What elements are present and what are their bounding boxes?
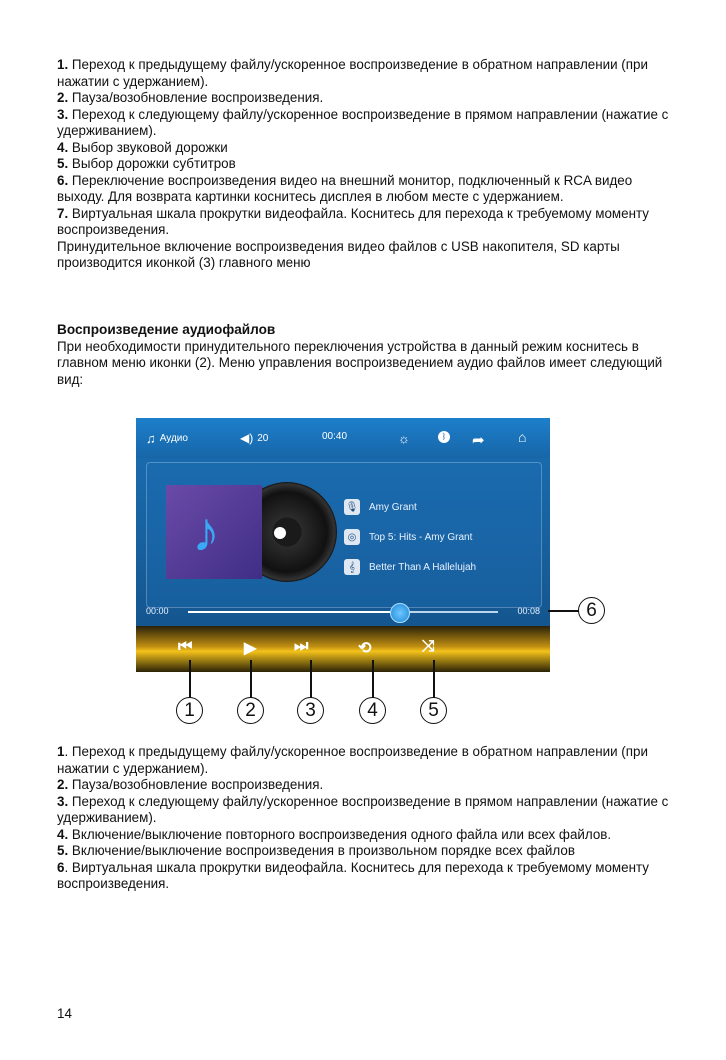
disc-icon: ◎ [344,529,360,545]
callout-line [433,660,435,698]
progress-knob[interactable] [390,603,410,623]
list-item: 2. Пауза/возобновление воспроизведения. [57,90,324,105]
status-bar [136,418,550,458]
album-cover [166,485,262,579]
disc-spindle [274,527,286,539]
now-playing-panel [146,462,542,608]
mode-label: Аудио [159,433,188,444]
album-name: Top 5: Hits - Amy Grant [369,531,473,543]
previous-icon[interactable]: ⏮ [178,638,193,655]
list-item: 3. Переход к следующему файлу/ускоренное воспроизведение в прямом направлении (нажатие с удерживанием). [57,106,669,138]
play-icon[interactable]: ▶ [244,640,257,657]
music-note-icon: 𝄞 [344,559,360,575]
list-item: Принудительное включение воспроизведения видео файлов с USB накопителя, SD карты производится иконкой (3) главного меню [57,238,620,270]
microphone-icon: 🎙 [344,499,360,515]
back-icon[interactable]: ➦ [472,432,485,449]
track-title [344,559,476,575]
bottom-instruction-list [57,744,677,893]
audio-player-screenshot [136,418,550,672]
playback-controls [136,626,550,672]
callout-line [189,660,191,698]
brightness-icon[interactable]: ☼ [398,431,410,446]
track-album [344,529,472,545]
list-item: 1. Переход к предыдущему файлу/ускоренное воспроизведение в обратном направлении (при нажатии с удержанием). [57,744,648,776]
volume-value: 20 [257,432,269,444]
callout-line [372,660,374,698]
audio-section [57,322,677,388]
clock: 00:40 [322,431,348,442]
music-note-icon: ♪ [192,500,220,563]
time-end: 00:08 [517,606,540,616]
list-item: 1. Переход к предыдущему файлу/ускоренное воспроизведение в обратном направлении (при нажатии с удержанием). [57,57,648,89]
bluetooth-icon[interactable]: ᛒ [438,431,450,443]
list-item: 7. Виртуальная шкала прокрутки видеофайла. Коснитесь для перехода к требуемому моменту воспроизведения. [57,205,649,237]
list-item: 4. Включение/выключение повторного воспроизведения одного файла или всех файлов. [57,826,612,842]
time-start: 00:00 [146,606,169,616]
mode-indicator [146,431,188,446]
callout-6: 6 [578,597,605,624]
home-icon[interactable]: ⌂ [518,429,527,445]
callout-3: 3 [297,697,324,724]
list-item: 4. Выбор звуковой дорожки [57,139,228,155]
list-item: 5. Включение/выключение воспроизведения в произвольном порядке всех файлов [57,843,575,858]
callout-4: 4 [359,697,386,724]
next-icon[interactable]: ⏭ [294,638,309,655]
callout-5: 5 [420,697,447,724]
progress-fill [188,611,399,613]
speaker-icon: ◀) [240,431,254,445]
volume-indicator [240,431,268,445]
section-heading: Воспроизведение аудиофайлов [57,322,276,337]
callout-2: 2 [237,697,264,724]
list-item: 5. Выбор дорожки субтитров [57,156,236,171]
list-item: 6. Переключение воспроизведения видео на внешний монитор, подключенный к RCA видео выходу. Для возврата картинки коснитесь дисплея в любом месте с удержанием. [57,172,633,204]
progress-bar[interactable] [136,602,550,622]
music-icon: ♫ [146,431,156,446]
page-number: 14 [57,1006,72,1021]
callout-line [548,610,580,612]
callout-line [310,660,312,698]
list-item: 3. Переход к следующему файлу/ускоренное воспроизведение в прямом направлении (нажатие с удерживанием). [57,793,669,825]
artist-name: Amy Grant [369,501,417,513]
song-title: Better Than A Hallelujah [369,561,477,573]
section-body: При необходимости принудительного переключения устройства в данный режим коснитесь в главном меню иконки (2). Меню управления воспроизведением аудио файлов имеет следующий вид: [57,338,663,387]
shuffle-icon[interactable]: ⤨ [422,638,435,655]
list-item: 6. Виртуальная шкала прокрутки видеофайла. Коснитесь для перехода к требуемому моменту воспроизведения. [57,859,649,891]
callout-1: 1 [176,697,203,724]
list-item: 2. Пауза/возобновление воспроизведения. [57,777,324,792]
track-artist [344,499,417,515]
top-instruction-list [57,57,677,272]
repeat-icon[interactable]: ⟲ [358,640,372,657]
callout-line [250,660,252,698]
